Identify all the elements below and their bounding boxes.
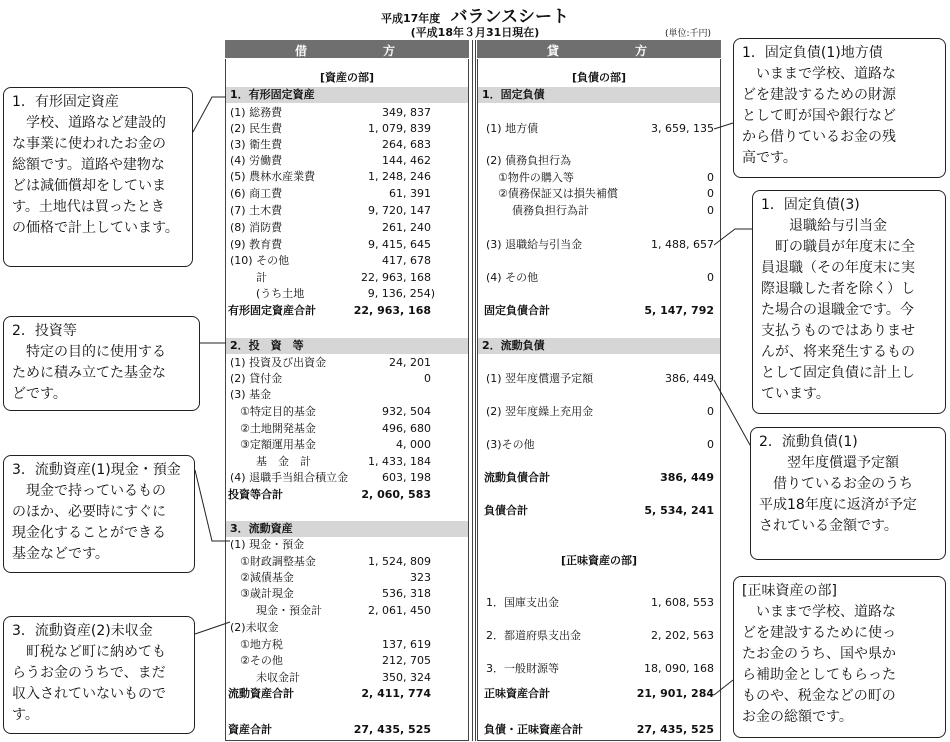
- note-line: として町が国や銀行など: [742, 108, 896, 124]
- total-label: 流動資産合計: [228, 687, 294, 700]
- heading-text: 3．流動資産: [230, 522, 293, 535]
- item-value: 1, 524, 809: [368, 555, 431, 568]
- note-line: んが、将来発生するもの: [761, 344, 915, 360]
- note-line: 現金化することができる: [12, 525, 166, 541]
- note-line: たお金のうち、国や県か: [742, 646, 896, 662]
- total-label: 資産合計: [228, 723, 272, 736]
- item-value: 1, 608, 553: [651, 596, 714, 609]
- heading-text: 2．流動負債: [482, 339, 545, 352]
- item-value: 1, 433, 184: [368, 455, 431, 468]
- total-value: 386, 449: [660, 471, 714, 484]
- note-line: 特定の目的に使用する: [12, 344, 166, 360]
- note-line: されている金額です。: [759, 518, 898, 534]
- item-label: (4) その他: [486, 271, 539, 284]
- item-label: 2．都道府県支出金: [486, 629, 581, 642]
- item-label: 計: [256, 271, 267, 284]
- item-value: 603, 198: [382, 471, 431, 484]
- item-value: 4, 000: [396, 438, 431, 451]
- note-line: 収入されていないもので: [12, 686, 166, 702]
- note-line: 高です。: [742, 150, 797, 166]
- item-label: (2) 翌年度繰上充用金: [486, 405, 594, 418]
- note-line: ら補助金としてもらった: [742, 667, 896, 683]
- note-line: 総額です。道路や建物な: [12, 157, 165, 173]
- item-value: 137, 619: [382, 638, 431, 651]
- credit-header-char: 貸: [547, 44, 560, 58]
- note-retirement-allowance: [752, 190, 946, 414]
- heading-text: 2．投 資 等: [230, 339, 304, 352]
- note-line: ものや、税金などの町の: [742, 688, 896, 704]
- item-label: (4) 労働費: [230, 154, 283, 167]
- item-label: (4) 退職手当組合積立金: [230, 471, 349, 484]
- item-label: 未収金計: [256, 671, 300, 684]
- note-line: 1．有形固定資産: [12, 94, 119, 110]
- note-line: 3．流動資産(2)未収金: [12, 623, 153, 639]
- item-value: 0: [707, 204, 714, 217]
- note-line: どを建設するための財源: [742, 87, 896, 103]
- item-value: 1, 079, 839: [368, 122, 431, 135]
- item-value: 261, 240: [382, 221, 431, 234]
- item-label: (うち土地: [256, 287, 305, 300]
- heading-text: 1．有形固定資産: [230, 88, 315, 101]
- note-investment: [3, 316, 200, 411]
- item-label: ①地方税: [240, 638, 283, 651]
- total-label: 固定負債合計: [484, 304, 550, 317]
- connector-retirement: [714, 229, 752, 245]
- note-redemption: [750, 427, 946, 560]
- title-text: バランスシート: [450, 7, 569, 27]
- note-line: 借りているお金のうち: [759, 476, 913, 492]
- note-line: [正味資産の部]: [742, 583, 837, 599]
- item-value: 536, 318: [382, 587, 431, 600]
- item-value: 3, 659, 135: [651, 122, 714, 135]
- item-label: ②その他: [240, 654, 283, 667]
- connector-equity: [714, 680, 733, 695]
- note-line: 3．流動資産(1)現金・預金: [12, 462, 181, 478]
- item-label: (5) 農林水産業費: [230, 170, 316, 183]
- item-value: 0: [424, 372, 431, 385]
- note-line: ために積み立てた基金な: [12, 365, 166, 381]
- total-label: 正味資産合計: [484, 687, 550, 700]
- item-label: (3) 基金: [230, 388, 272, 401]
- note-line: す。土地代は買ったとき: [12, 199, 165, 215]
- item-label: (2) 債務負担行為: [486, 154, 572, 167]
- item-value: 417, 678: [382, 254, 431, 267]
- connector-cash: [195, 470, 230, 541]
- note-receivables: [3, 616, 195, 734]
- item-label: ①物件の購入等: [498, 171, 574, 184]
- equity-heading: [正味資産の部]: [560, 554, 638, 567]
- item-label: 3．一般財源等: [486, 662, 559, 675]
- item-label: ③定額運用基金: [240, 438, 316, 451]
- note-line: 際退職した者を除く）し: [761, 281, 915, 297]
- era-year: 平成17年度: [381, 12, 441, 25]
- item-value: 61, 391: [389, 187, 431, 200]
- note-local-bonds: [733, 38, 946, 178]
- item-value: 496, 680: [382, 422, 431, 435]
- item-value: 264, 683: [382, 138, 431, 151]
- item-value: 24, 201: [389, 356, 431, 369]
- item-value: 9, 136, 254): [367, 287, 435, 300]
- note-line: 支払うものではありませ: [761, 323, 915, 339]
- item-label: (1) 翌年度償還予定額: [486, 372, 594, 385]
- note-line: た場合の退職金です。今: [761, 302, 914, 318]
- item-label: 1．国庫支出金: [486, 596, 559, 609]
- item-label: 債務負担行為計: [512, 204, 589, 217]
- note-line: 2．流動負債(1): [759, 434, 858, 450]
- item-value: 350, 324: [382, 671, 431, 684]
- total-label: 有形固定資産合計: [228, 304, 316, 317]
- item-value: 1, 248, 246: [368, 170, 431, 183]
- note-line: どを建設するために使っ: [742, 625, 896, 641]
- note-line: いままで学校、道路な: [742, 66, 896, 82]
- item-value: 932, 504: [382, 405, 431, 418]
- item-label: (1) 投資及び出資金: [230, 356, 327, 369]
- debit-header-char: 借: [295, 44, 308, 58]
- item-label: ②土地開発基金: [240, 422, 316, 435]
- note-line: な事業に使われたお金の: [12, 136, 166, 152]
- total-value: 27, 435, 525: [636, 723, 714, 736]
- total-label: 流動負債合計: [484, 471, 550, 484]
- note-line: ています。: [761, 386, 830, 402]
- connector-tangible: [193, 97, 226, 132]
- total-label: 投資等合計: [228, 488, 283, 501]
- item-value: 18, 090, 168: [644, 662, 714, 675]
- note-line: として固定負債に計上し: [761, 365, 915, 381]
- item-value: 2, 061, 450: [368, 604, 431, 617]
- heading-text: 1．固定負債: [482, 88, 545, 101]
- note-line: お金の総額です。: [742, 709, 853, 725]
- note-line: 基金などです。: [12, 546, 109, 562]
- credit-header-char: 方: [635, 44, 648, 58]
- item-label: (6) 商工費: [230, 187, 283, 200]
- item-label: (3) 退職給与引当金: [486, 238, 583, 251]
- item-value: 349, 837: [382, 106, 431, 119]
- total-value: 27, 435, 525: [353, 723, 431, 736]
- total-value: 5, 534, 241: [644, 504, 714, 517]
- liabilities-heading: [負債の部]: [571, 71, 627, 84]
- note-line: 員退職（その年度末に実: [761, 260, 915, 276]
- note-line: 2．投資等: [12, 323, 77, 339]
- note-line: 平成18年度に返済が予定: [759, 497, 917, 513]
- item-label: 基 金 計: [256, 455, 311, 468]
- item-value: 2, 202, 563: [651, 629, 714, 642]
- item-label: ①財政調整基金: [240, 555, 316, 568]
- note-line: どは減価償却をしていま: [12, 178, 166, 194]
- total-value: 21, 901, 284: [636, 687, 714, 700]
- item-label: (2) 貸付金: [230, 372, 283, 385]
- note-line: どです。: [12, 386, 67, 402]
- connector-local-bond: [714, 123, 733, 129]
- item-value: 212, 705: [382, 654, 431, 667]
- note-line: す。: [12, 707, 39, 723]
- item-label: (2)未収金: [230, 621, 279, 634]
- note-line: 町の職員が年度末に全: [761, 239, 915, 255]
- as-of-date: (平成18年３月31日現在): [410, 26, 540, 39]
- assets-heading: [資産の部]: [319, 71, 375, 84]
- connector-receivable: [195, 622, 230, 634]
- total-value: 2, 411, 774: [361, 687, 431, 700]
- item-value: 1, 488, 657: [651, 238, 714, 251]
- item-label: (10) その他: [230, 254, 290, 267]
- item-label: (1) 地方債: [486, 122, 539, 135]
- item-label: (9) 教育費: [230, 238, 283, 251]
- total-value: 22, 963, 168: [353, 304, 431, 317]
- note-tangible-assets: [3, 87, 193, 267]
- note-line: 1．固定負債(3): [761, 197, 860, 213]
- item-value: 22, 963, 168: [361, 271, 431, 284]
- item-value: 0: [707, 405, 714, 418]
- item-label: ②債務保証又は損失補償: [498, 187, 618, 200]
- item-label: 現金・預金計: [256, 604, 322, 617]
- total-label: 負債・正味資産合計: [484, 723, 583, 736]
- note-line: 1．固定負債(1)地方債: [742, 45, 883, 61]
- item-value: 386, 449: [665, 372, 714, 385]
- note-line: いままで学校、道路な: [742, 604, 896, 620]
- item-value: 0: [707, 187, 714, 200]
- note-line: の価格で計上しています。: [12, 220, 179, 236]
- item-label: ②減債基金: [240, 571, 294, 584]
- item-label: (3)その他: [486, 438, 535, 451]
- item-label: (2) 民生費: [230, 122, 283, 135]
- item-label: ③歳計現金: [240, 587, 294, 600]
- unit-label: (単位:千円): [665, 29, 712, 39]
- total-label: 負債合計: [484, 504, 528, 517]
- item-label: (1) 現金・預金: [230, 538, 305, 551]
- item-value: 144, 462: [382, 154, 431, 167]
- note-line: 学校、道路など建設的: [12, 115, 166, 131]
- item-value: 323: [410, 571, 431, 584]
- item-label: ①特定目的基金: [240, 405, 316, 418]
- note-cash-deposits: [3, 455, 195, 573]
- note-line: のほか、必要時にすぐに: [12, 504, 166, 520]
- total-value: 2, 060, 583: [361, 488, 431, 501]
- item-value: 0: [707, 271, 714, 284]
- note-line: 町税など町に納めても: [12, 644, 166, 660]
- item-value: 0: [707, 438, 714, 451]
- item-value: 0: [707, 171, 714, 184]
- item-label: (7) 土木費: [230, 204, 283, 217]
- note-line: 退職給与引当金: [761, 218, 887, 234]
- note-line: らうお金のうちで、まだ: [12, 665, 166, 681]
- item-value: 9, 720, 147: [368, 204, 431, 217]
- item-label: (1) 総務費: [230, 106, 283, 119]
- item-label: (8) 消防費: [230, 221, 283, 234]
- item-value: 9, 415, 645: [368, 238, 431, 251]
- note-line: 現金で持っているもの: [12, 483, 166, 499]
- item-label: (3) 衛生費: [230, 138, 283, 151]
- debit-header-char: 方: [383, 44, 396, 58]
- total-value: 5, 147, 792: [644, 304, 714, 317]
- note-line: 翌年度償還予定額: [759, 455, 899, 471]
- note-line: から借りているお金の残: [742, 129, 896, 145]
- note-net-assets: [733, 576, 946, 738]
